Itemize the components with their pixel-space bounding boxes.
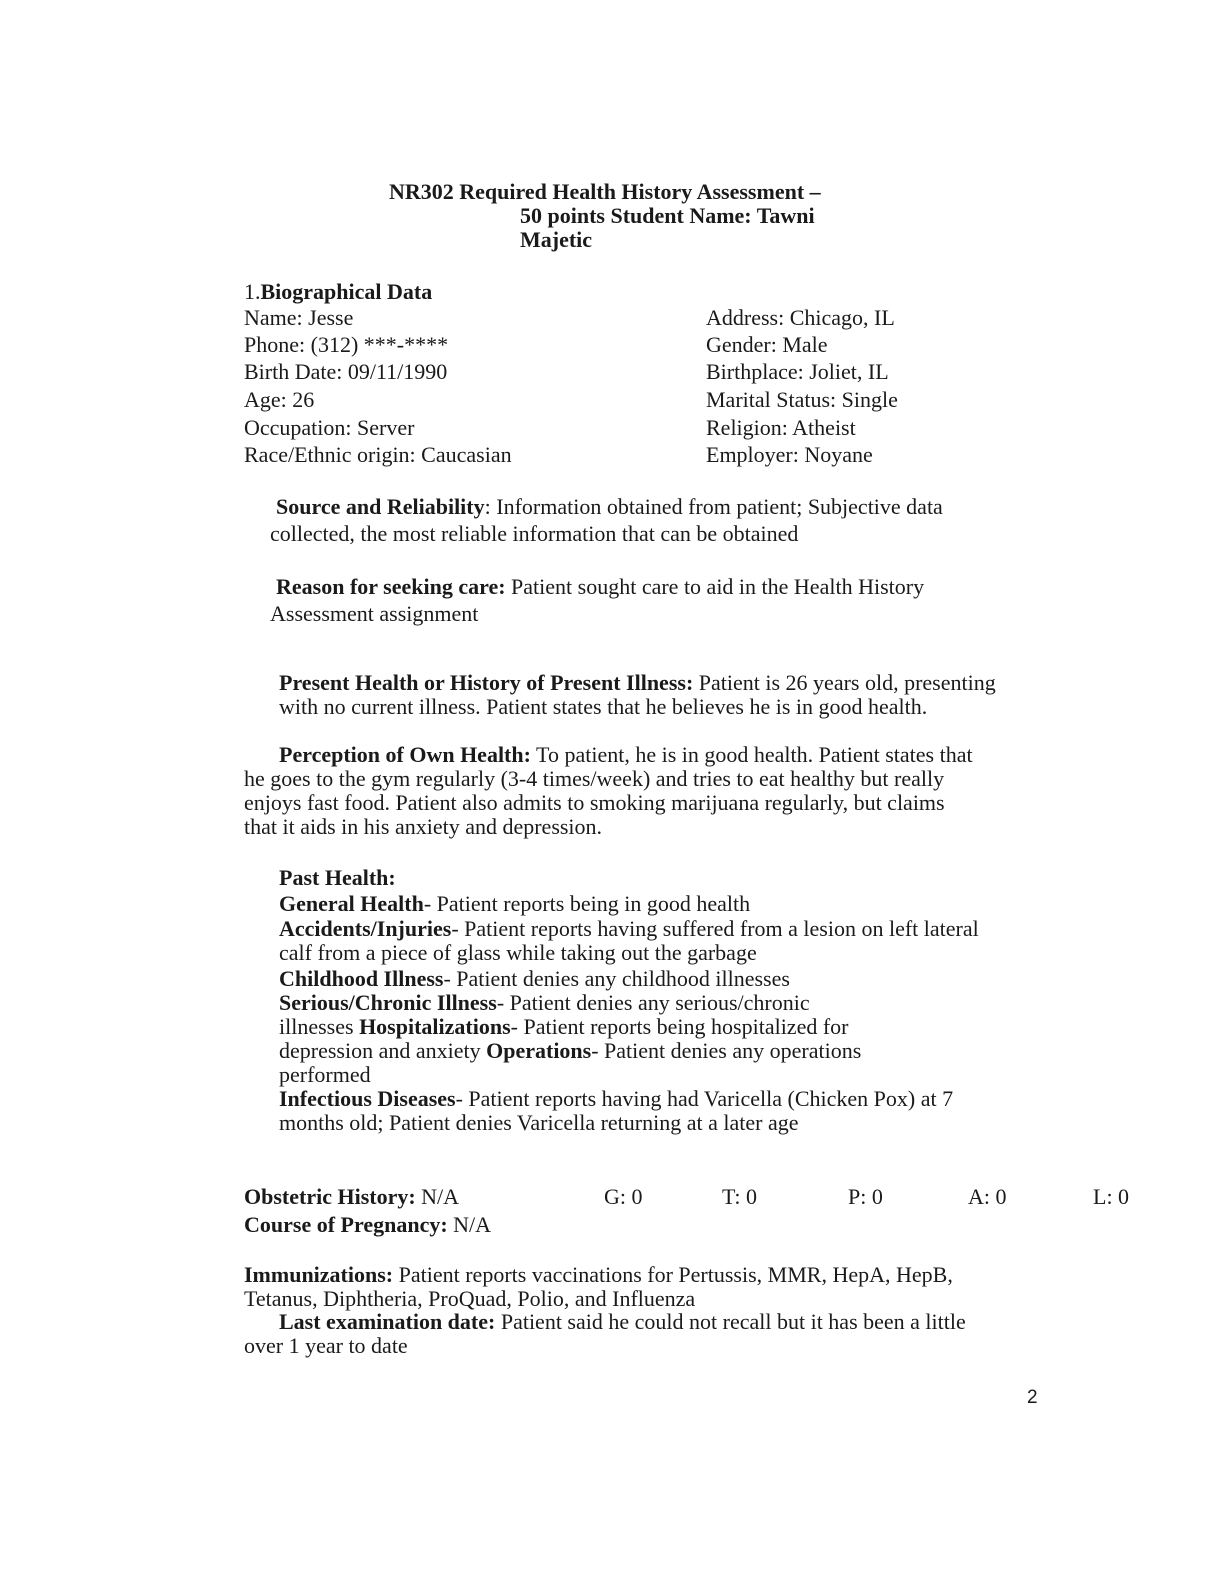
obstetric-g: G: 0: [604, 1184, 643, 1209]
hospitalizations-operations-line: depression and anxiety Operations- Patient denies any operations: [279, 1038, 862, 1063]
general-health-label: General Health: [279, 891, 424, 916]
document-title-line-3: Majetic: [520, 227, 593, 252]
course-of-pregnancy-label: Course of Pregnancy:: [244, 1212, 448, 1237]
serious-illness-label: Serious/Chronic Illness: [279, 990, 497, 1015]
present-health-line-2: with no current illness. Patient states that he believes he is in good health.: [279, 694, 928, 719]
document-title-line-2: 50 points Student Name: Tawni: [520, 203, 815, 228]
page-number: 2: [1027, 1387, 1038, 1408]
past-health-heading: Past Health:: [279, 865, 396, 890]
bio-race: Race/Ethnic origin: Caucasian: [244, 442, 512, 467]
obstetric-history-line: Obstetric History: N/A: [244, 1184, 460, 1209]
source-line-1: Source and Reliability: Information obtained from patient; Subjective data: [276, 494, 943, 519]
obstetric-a: A: 0: [968, 1184, 1007, 1209]
bio-employer: Employer: Noyane: [706, 442, 873, 467]
reason-label: Reason for seeking care:: [276, 574, 506, 599]
bio-religion: Religion: Atheist: [706, 415, 856, 440]
accidents-line-1: Accidents/Injuries- Patient reports having suffered from a lesion on left lateral: [279, 916, 979, 941]
biographical-title: Biographical Data: [260, 279, 433, 304]
bio-address: Address: Chicago, IL: [706, 305, 895, 330]
accidents-label: Accidents/Injuries: [279, 916, 452, 941]
serious-illness-line-1: Serious/Chronic Illness- Patient denies any serious/chronic: [279, 990, 810, 1015]
perception-line-3: enjoys fast food. Patient also admits to smoking marijuana regularly, but claims: [244, 790, 945, 815]
bio-age: Age: 26: [244, 387, 315, 412]
document-title-line-1: NR302 Required Health History Assessment –: [389, 179, 821, 204]
serious-hospitalizations-line: illnesses Hospitalizations- Patient reports being hospitalized for: [279, 1014, 849, 1039]
section-number: 1.: [244, 279, 261, 304]
immunizations-line-1: Immunizations: Patient reports vaccinations for Pertussis, MMR, HepA, HepB,: [244, 1262, 953, 1287]
perception-line-1: Perception of Own Health: To patient, he is in good health. Patient states that: [279, 742, 973, 767]
operations-line-2: performed: [279, 1062, 371, 1087]
bio-birth-date: Birth Date: 09/11/1990: [244, 359, 448, 384]
operations-label: Operations: [486, 1038, 592, 1063]
obstetric-p: P: 0: [848, 1184, 883, 1209]
bio-occupation: Occupation: Server: [244, 415, 415, 440]
infectious-diseases-label: Infectious Diseases: [279, 1086, 456, 1111]
bio-phone: Phone: (312) ***-****: [244, 332, 449, 357]
biographical-heading: [244, 280, 432, 304]
obstetric-history-label: Obstetric History:: [244, 1184, 416, 1209]
hospitalizations-label: Hospitalizations: [359, 1014, 511, 1039]
obstetric-l: L: 0: [1093, 1184, 1130, 1209]
accidents-line-2: calf from a piece of glass while taking out the garbage: [279, 940, 757, 965]
present-health-label: Present Health or History of Present Illness:: [279, 670, 694, 695]
last-exam-line-2: over 1 year to date: [244, 1333, 408, 1358]
infectious-diseases-line-2: months old; Patient denies Varicella returning at a later age: [279, 1110, 799, 1135]
course-of-pregnancy-line: Course of Pregnancy: N/A: [244, 1212, 492, 1237]
bio-gender: Gender: Male: [706, 332, 828, 357]
immunizations-label: Immunizations:: [244, 1262, 394, 1287]
source-line-2: collected, the most reliable information that can be obtained: [270, 521, 799, 546]
bio-marital-status: Marital Status: Single: [706, 387, 898, 412]
reason-line-1: Reason for seeking care: Patient sought care to aid in the Health History: [276, 574, 925, 599]
source-label: Source and Reliability: [276, 494, 485, 519]
bio-birthplace: Birthplace: Joliet, IL: [706, 359, 889, 384]
last-exam-line-1: Last examination date: Patient said he could not recall but it has been a little: [279, 1309, 966, 1334]
obstetric-t: T: 0: [722, 1184, 757, 1209]
childhood-illness-line: Childhood Illness- Patient denies any childhood illnesses: [279, 966, 790, 991]
perception-line-4: that it aids in his anxiety and depression.: [244, 814, 603, 839]
last-exam-label: Last examination date:: [279, 1309, 496, 1334]
perception-line-2: he goes to the gym regularly (3-4 times/week) and tries to eat healthy but really: [244, 766, 945, 791]
perception-label: Perception of Own Health:: [279, 742, 531, 767]
childhood-illness-label: Childhood Illness: [279, 966, 444, 991]
bio-name: Name: Jesse: [244, 305, 354, 330]
immunizations-line-2: Tetanus, Diphtheria, ProQuad, Polio, and Influenza: [244, 1286, 696, 1311]
infectious-diseases-line-1: Infectious Diseases- Patient reports having had Varicella (Chicken Pox) at 7: [279, 1086, 954, 1111]
present-health-line-1: Present Health or History of Present Illness: Patient is 26 years old, presenting: [279, 670, 996, 695]
reason-line-2: Assessment assignment: [270, 601, 479, 626]
general-health-line: General Health- Patient reports being in good health: [279, 891, 751, 916]
